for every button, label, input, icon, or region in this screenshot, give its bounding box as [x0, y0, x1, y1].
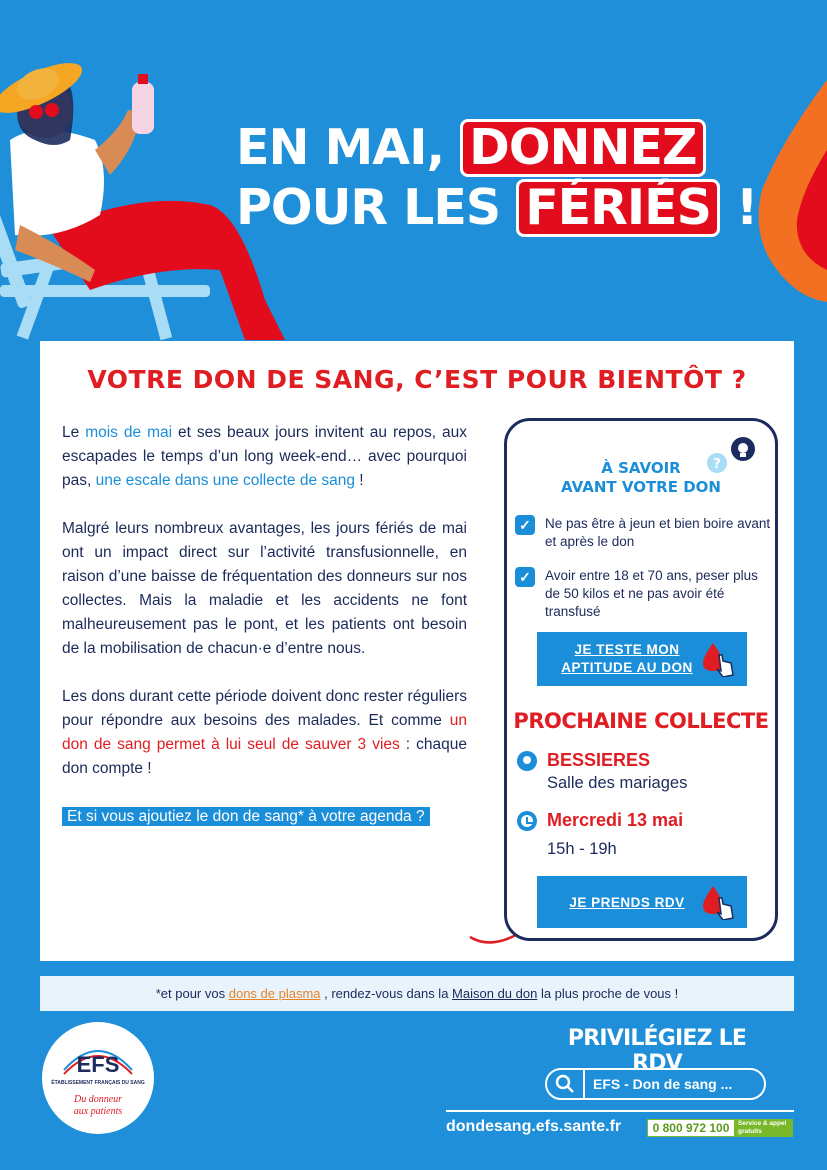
- next-collection-heading: PROCHAINE COLLECTE: [513, 709, 769, 733]
- logo-full-name: ÉTABLISSEMENT FRANÇAIS DU SANG: [51, 1080, 145, 1086]
- callout-agenda: Et si vous ajoutiez le don de sang* à votre agenda ?: [62, 807, 430, 826]
- requirement-item: [515, 515, 771, 551]
- logo-name: EFS: [76, 1052, 120, 1077]
- location-info: [517, 749, 767, 795]
- info-panel: [504, 418, 778, 941]
- text: la plus proche de vous !: [537, 986, 679, 1001]
- text: !: [355, 472, 364, 489]
- body-text: [62, 421, 467, 853]
- card-title: VOTRE DON DE SANG, C’EST POUR BIENTÔT ?: [87, 365, 747, 394]
- test-aptitude-button[interactable]: [537, 632, 747, 686]
- paragraph-regular: [62, 685, 467, 781]
- button-label: JE PRENDS RDV: [569, 894, 685, 910]
- date: Mercredi 13 mai: [547, 810, 684, 830]
- text: , rendez-vous dans la: [320, 986, 453, 1001]
- prefer-rdv-heading: PRIVILÉGIEZ LE RDV: [567, 1026, 747, 1076]
- efs-logo-mark: [42, 1022, 154, 1134]
- requirement-text: Avoir entre 18 et 70 ans, peser plus de 50 kilos et ne pas avoir été transfusé: [545, 568, 758, 619]
- plasma-footnote: [40, 976, 794, 1011]
- phone-tag-line: Service & appel: [738, 1120, 787, 1127]
- hero-title-line1: [236, 118, 706, 178]
- text: et ses beaux jours invitent au repos, aux escapades le temps d’un long week-end… avec pourquoi pas,: [62, 424, 467, 489]
- main-card: [40, 341, 794, 961]
- location-pin-icon: [517, 751, 537, 771]
- phone-badge: [647, 1119, 793, 1137]
- button-label: APTITUDE AU DON: [561, 660, 693, 675]
- highlight-3-vies: un don de sang permet à lui seul de sauver 3 vies: [62, 712, 467, 753]
- savoir-line1: À SAVOIR: [601, 459, 681, 477]
- drop-hand-icon: [701, 641, 735, 677]
- search-box[interactable]: [545, 1068, 766, 1100]
- text: Les dons durant cette période doivent donc rester réguliers pour répondre aux besoins des malades. Et comme: [62, 688, 467, 729]
- savoir-heading: [507, 459, 775, 497]
- hero-title-line2: [236, 178, 758, 238]
- paragraph-intro: [62, 421, 467, 493]
- text: Le: [62, 424, 86, 441]
- plasma-link[interactable]: dons de plasma: [228, 986, 321, 1001]
- paragraph-impact: Malgré leurs nombreux avantages, les jours fériés de mai ont un impact direct sur l’activité transfusionnelle, en raison d’une baisse de fréquentation des donneurs sur nos collectes. Mais la maladie et les accidents ne font malheureusement pas le pont, et les patients ont besoin de la mobilisation de chacun·e d’entre nous.: [62, 520, 467, 657]
- checkbox-icon: ✓: [515, 515, 535, 535]
- hero-title-exclamation: !: [735, 179, 758, 236]
- logo-tagline-line1: Du donneur: [73, 1094, 123, 1105]
- date-info: [517, 809, 767, 861]
- hero-title-prefix: EN MAI,: [236, 119, 445, 176]
- requirement-item: [515, 567, 771, 621]
- hero-title-prefix2: POUR LES: [236, 179, 501, 236]
- search-icon: [547, 1070, 585, 1098]
- divider: [446, 1110, 794, 1112]
- checkbox-icon: ✓: [515, 567, 535, 587]
- phone-tag-line: gratuits: [738, 1128, 762, 1135]
- requirement-text: Ne pas être à jeun et bien boire avant et après le don: [545, 516, 771, 549]
- search-text: EFS - Don de sang ...: [593, 1076, 733, 1092]
- drop-hand-icon: [701, 884, 735, 920]
- savoir-line2: AVANT VOTRE DON: [561, 478, 721, 496]
- hero-title-highlight-donnez: DONNEZ: [460, 119, 705, 177]
- website-link[interactable]: dondesang.efs.sante.fr: [446, 1118, 622, 1135]
- text: : chaque don compte !: [62, 736, 468, 777]
- phone-tag: [735, 1119, 793, 1137]
- venue: Salle des mariages: [547, 774, 688, 792]
- maison-du-don-link[interactable]: Maison du don: [452, 986, 538, 1001]
- button-label: JE TESTE MON: [574, 642, 680, 657]
- hero-banner: [0, 0, 827, 340]
- highlight-escale: une escale dans une collecte de sang: [95, 472, 355, 489]
- hero-title: [236, 118, 758, 238]
- text: *et pour vos: [155, 986, 229, 1001]
- phone-number: 0 800 972 100: [647, 1119, 735, 1137]
- logo-tagline-line2: aux patients: [73, 1106, 123, 1117]
- book-appointment-button[interactable]: [537, 876, 747, 928]
- hero-title-highlight-feries: FÉRIÉS: [516, 179, 720, 237]
- efs-logo: [42, 1022, 154, 1134]
- clock-icon: [517, 811, 537, 831]
- hours: 15h - 19h: [547, 840, 617, 858]
- highlight-mois-de-mai: mois de mai: [85, 424, 173, 441]
- svg-text:?: ?: [713, 457, 721, 472]
- city: BESSIERES: [547, 750, 651, 770]
- callout: [62, 805, 467, 829]
